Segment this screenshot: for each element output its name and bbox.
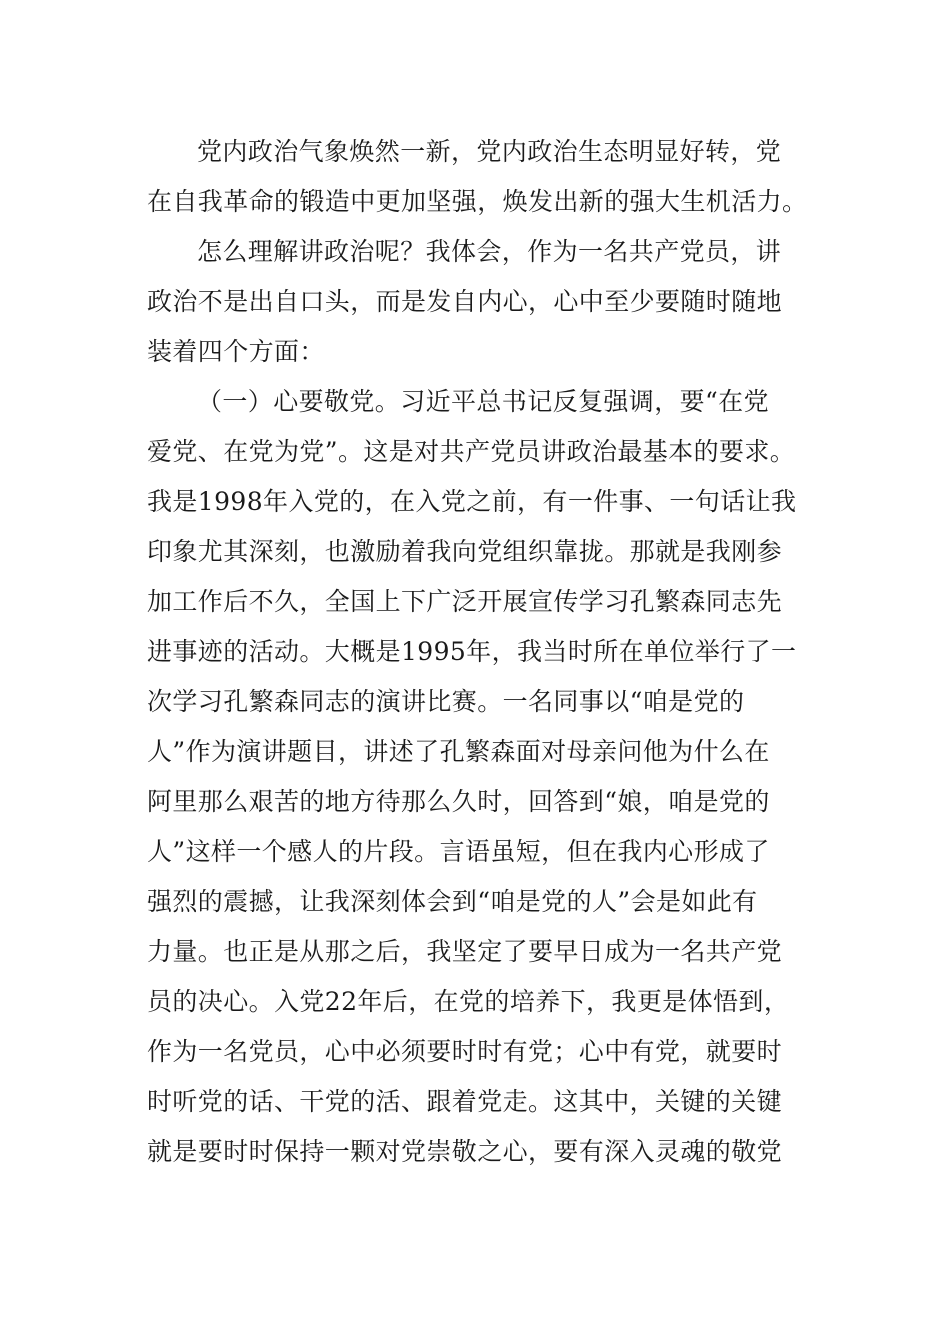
text-line: 加工作后不久，全国上下广泛开展宣传学习孔繁森同志先 <box>147 587 783 616</box>
text-line: 时听党的话、干党的活、跟着党走。这其中，关键的关键 <box>147 1087 783 1116</box>
text-line: 装着四个方面： <box>147 337 325 366</box>
text-line: 党内政治气象焕然一新，党内政治生态明显好转，党 <box>197 137 782 166</box>
text-line: 作为一名党员，心中必须要时时有党；心中有党，就要时 <box>147 1037 783 1066</box>
text-line: 印象尤其深刻，也激励着我向党组织靠拢。那就是我刚参 <box>147 537 783 566</box>
text-line: 阿里那么艰苦的地方待那么久时，回答到“娘，咱是党的 <box>147 787 770 816</box>
text-line: 爱党、在党为党”。这是对共产党员讲政治最基本的要求。 <box>147 437 796 466</box>
text-line: 强烈的震撼，让我深刻体会到“咱是党的人”会是如此有 <box>147 887 758 916</box>
text-line: 政治不是出自口头，而是发自内心，心中至少要随时随地 <box>147 287 783 316</box>
text-line: 我是1998年入党的，在入党之前，有一件事、一句话让我 <box>147 487 797 516</box>
text-line: 人”作为演讲题目，讲述了孔繁森面对母亲问他为什么在 <box>147 737 770 766</box>
text-line: 力量。也正是从那之后，我坚定了要早日成为一名共产党 <box>147 937 783 966</box>
text-line: 就是要时时保持一颗对党崇敬之心，要有深入灵魂的敬党 <box>147 1137 783 1166</box>
text-line: 在自我革命的锻造中更加坚强，焕发出新的强大生机活力。 <box>147 187 808 216</box>
text-line: 进事迹的活动。大概是1995年，我当时所在单位举行了一 <box>147 637 797 666</box>
text-line: （一）心要敬党。习近平总书记反复强调，要“在党 <box>197 387 769 416</box>
text-line: 员的决心。入党22年后，在党的培养下，我更是体悟到， <box>147 987 790 1016</box>
text-line: 次学习孔繁森同志的演讲比赛。一名同事以“咱是党的 <box>147 687 745 716</box>
text-line: 怎么理解讲政治呢？我体会，作为一名共产党员，讲 <box>197 237 782 266</box>
text-line: 人”这样一个感人的片段。言语虽短，但在我内心形成了 <box>147 837 770 866</box>
